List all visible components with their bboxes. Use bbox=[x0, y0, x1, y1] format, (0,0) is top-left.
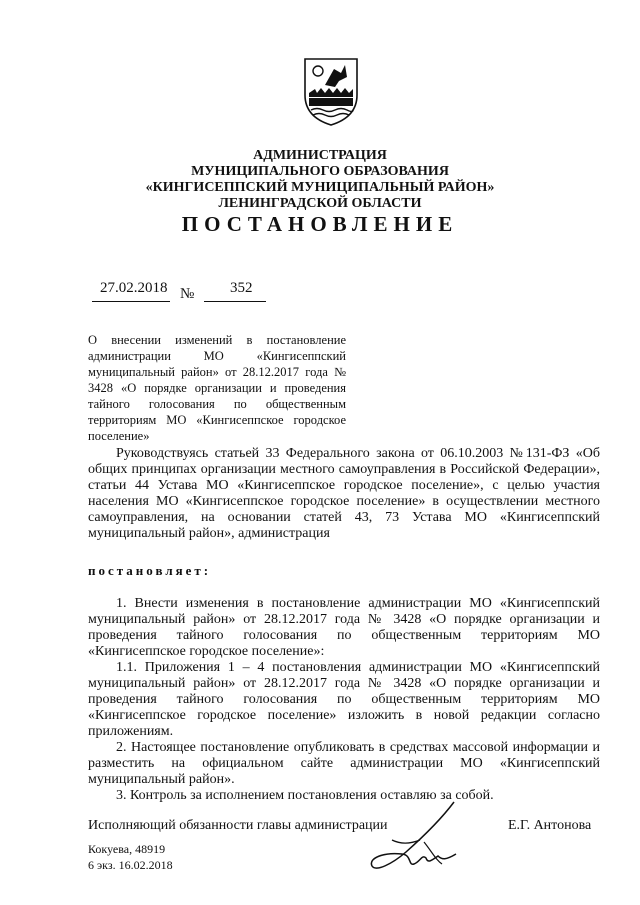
coat-of-arms-emblem bbox=[301, 55, 361, 127]
number-underline bbox=[204, 301, 266, 302]
copies-line: 6 экз. 16.02.2018 bbox=[88, 858, 173, 872]
signatory-name: Е.Г. Антонова bbox=[508, 818, 592, 833]
item-1-1: 1.1. Приложения 1 – 4 постановления администрации МО «Кингисеппский муниципальный район» от 28.12.2017 года № 3428 «О порядке организации и проведения тайного голосования по общественным территориям МО «Кингисеппское городское поселение» изложить в новой редакции согласно приложениям. bbox=[88, 660, 600, 739]
item-3: 3. Контроль за исполнением постановления оставляю за собой. bbox=[116, 788, 494, 803]
decree-word: постановляет: bbox=[88, 563, 212, 578]
document-title: ПОСТАНОВЛЕНИЕ bbox=[181, 212, 459, 236]
number-sign: № bbox=[180, 286, 195, 302]
org-line-2: МУНИЦИПАЛЬНОГО ОБРАЗОВАНИЯ bbox=[191, 164, 449, 179]
preamble-paragraph: Руководствуясь статьей 33 Федерального закона от 06.10.2003 №131-ФЗ «Об общих принципах организации местного самоуправления в Российской Федерации», статьи 44 Устава МО «Кингисеппское городское поселение», с целью участия населения МО «Кингисеппское городское поселение» в осуществлении местного самоуправления, на основании статей 43, 73 Устава МО «Кингисеппский муниципальный район», администрация bbox=[88, 446, 600, 541]
org-line-1: АДМИНИСТРАЦИЯ bbox=[253, 148, 387, 163]
org-line-3: «КИНГИСЕППСКИЙ МУНИЦИПАЛЬНЫЙ РАЙОН» bbox=[145, 180, 495, 195]
handwritten-signature bbox=[362, 800, 472, 880]
org-line-4: ЛЕНИНГРАДСКОЙ ОБЛАСТИ bbox=[218, 196, 422, 211]
author-line: Кокуева, 48919 bbox=[88, 842, 166, 856]
item-1: 1. Внести изменения в постановление администрации МО «Кингисеппский муниципальный район» от 28.12.2017 года № 3428 «О порядке организации и проведения тайного голосования по общественным территориям МО «Кингисеппское городское поселение»: bbox=[88, 596, 600, 659]
document-number: 352 bbox=[230, 280, 253, 296]
signatory-position: Исполняющий обязанности главы администрации bbox=[88, 818, 388, 833]
document-subject: О внесении изменений в постановление администрации МО «Кингисеппский муниципальный район» от 28.12.2017 года № 3428 «О порядке организации и проведения тайного голосования по общественным территориям МО «Кингисеппское городское поселение» bbox=[88, 333, 346, 443]
item-2: 2. Настоящее постановление опубликовать в средствах массовой информации и разместить на официальном сайте администрации МО «Кингисеппский муниципальный район». bbox=[88, 740, 600, 787]
date-underline bbox=[92, 301, 170, 302]
document-date: 27.02.2018 bbox=[100, 280, 168, 296]
